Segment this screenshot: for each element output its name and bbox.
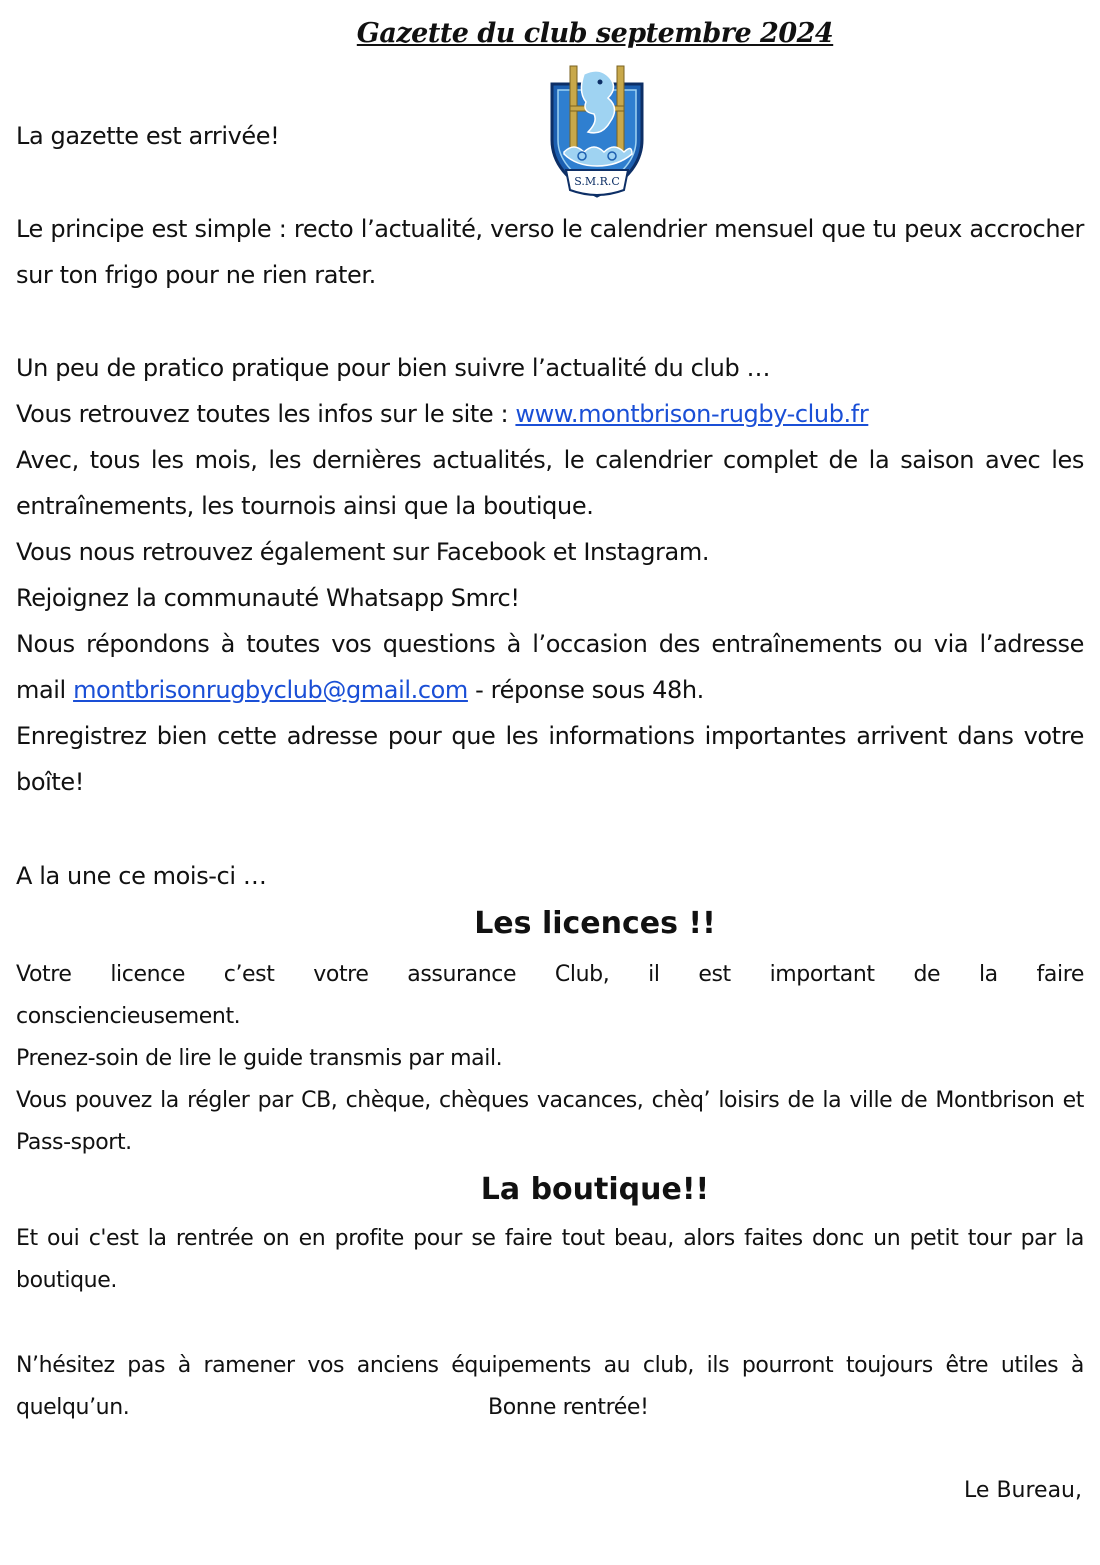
licences-paragraph-2: Prenez-soin de lire le guide transmis par mail. (16, 1046, 503, 1071)
intro-text: La gazette est arrivée! (16, 122, 280, 150)
info-line-3: Avec, tous les mois, les dernières actualités, le calendrier complet de la saison avec les entraînements, les tournois ainsi que la boutique. (16, 446, 1084, 520)
logo-text: S.M.R.C (574, 175, 620, 188)
licences-paragraph-1: Votre licence c’est votre assurance Club, il est important de la faire consciencieusement. (16, 962, 1084, 1029)
licences-paragraph-3: Vous pouvez la régler par CB, chèque, chèques vacances, chèq’ loisirs de la ville de Montbrison et Pass-sport. (16, 1088, 1084, 1155)
info-line-6 (16, 621, 1084, 713)
boutique-heading: La boutique!! (480, 1172, 710, 1207)
licences-heading: Les licences !! (474, 906, 716, 941)
info-line-1: Un peu de pratico pratique pour bien suivre l’actualité du club … (16, 354, 771, 382)
principle-text: Le principe est simple : recto l’actualité, verso le calendrier mensuel que tu peux accrocher sur ton frigo pour ne rien rater. (16, 215, 1084, 289)
info-line-5: Rejoignez la communauté Whatsapp Smrc! (16, 584, 520, 612)
info-line-2 (16, 391, 1084, 437)
boutique-paragraph-2-text: N’hésitez pas à ramener vos anciens équipements au club, ils pourront toujours être utiles à quelqu’un. (16, 1353, 1084, 1420)
headline-intro: A la une ce mois-ci … (16, 862, 267, 890)
info-line-4: Vous nous retrouvez également sur Facebook et Instagram. (16, 538, 710, 566)
info-line-7: Enregistrez bien cette adresse pour que les informations importantes arrivent dans votre boîte! (16, 722, 1084, 796)
page-title: Gazette du club septembre 2024 (356, 18, 834, 49)
info-line-2-prefix: Vous retrouvez toutes les infos sur le site : (16, 400, 516, 428)
signature: Le Bureau, (964, 1478, 1082, 1503)
closing-greeting: Bonne rentrée! (488, 1395, 649, 1420)
info-line-6-suffix: - réponse sous 48h. (467, 676, 704, 704)
info-line-6-prefix: Nous répondons à toutes vos questions à l’occasion des entraînements ou via l’adresse mail (16, 630, 1084, 704)
email-link[interactable]: montbrisonrugbyclub@gmail.com (73, 676, 468, 704)
site-link[interactable]: www.montbrison-rugby-club.fr (515, 400, 869, 428)
boutique-paragraph-1: Et oui c'est la rentrée on en profite pour se faire tout beau, alors faites donc un petit tour par la boutique. (16, 1226, 1084, 1293)
